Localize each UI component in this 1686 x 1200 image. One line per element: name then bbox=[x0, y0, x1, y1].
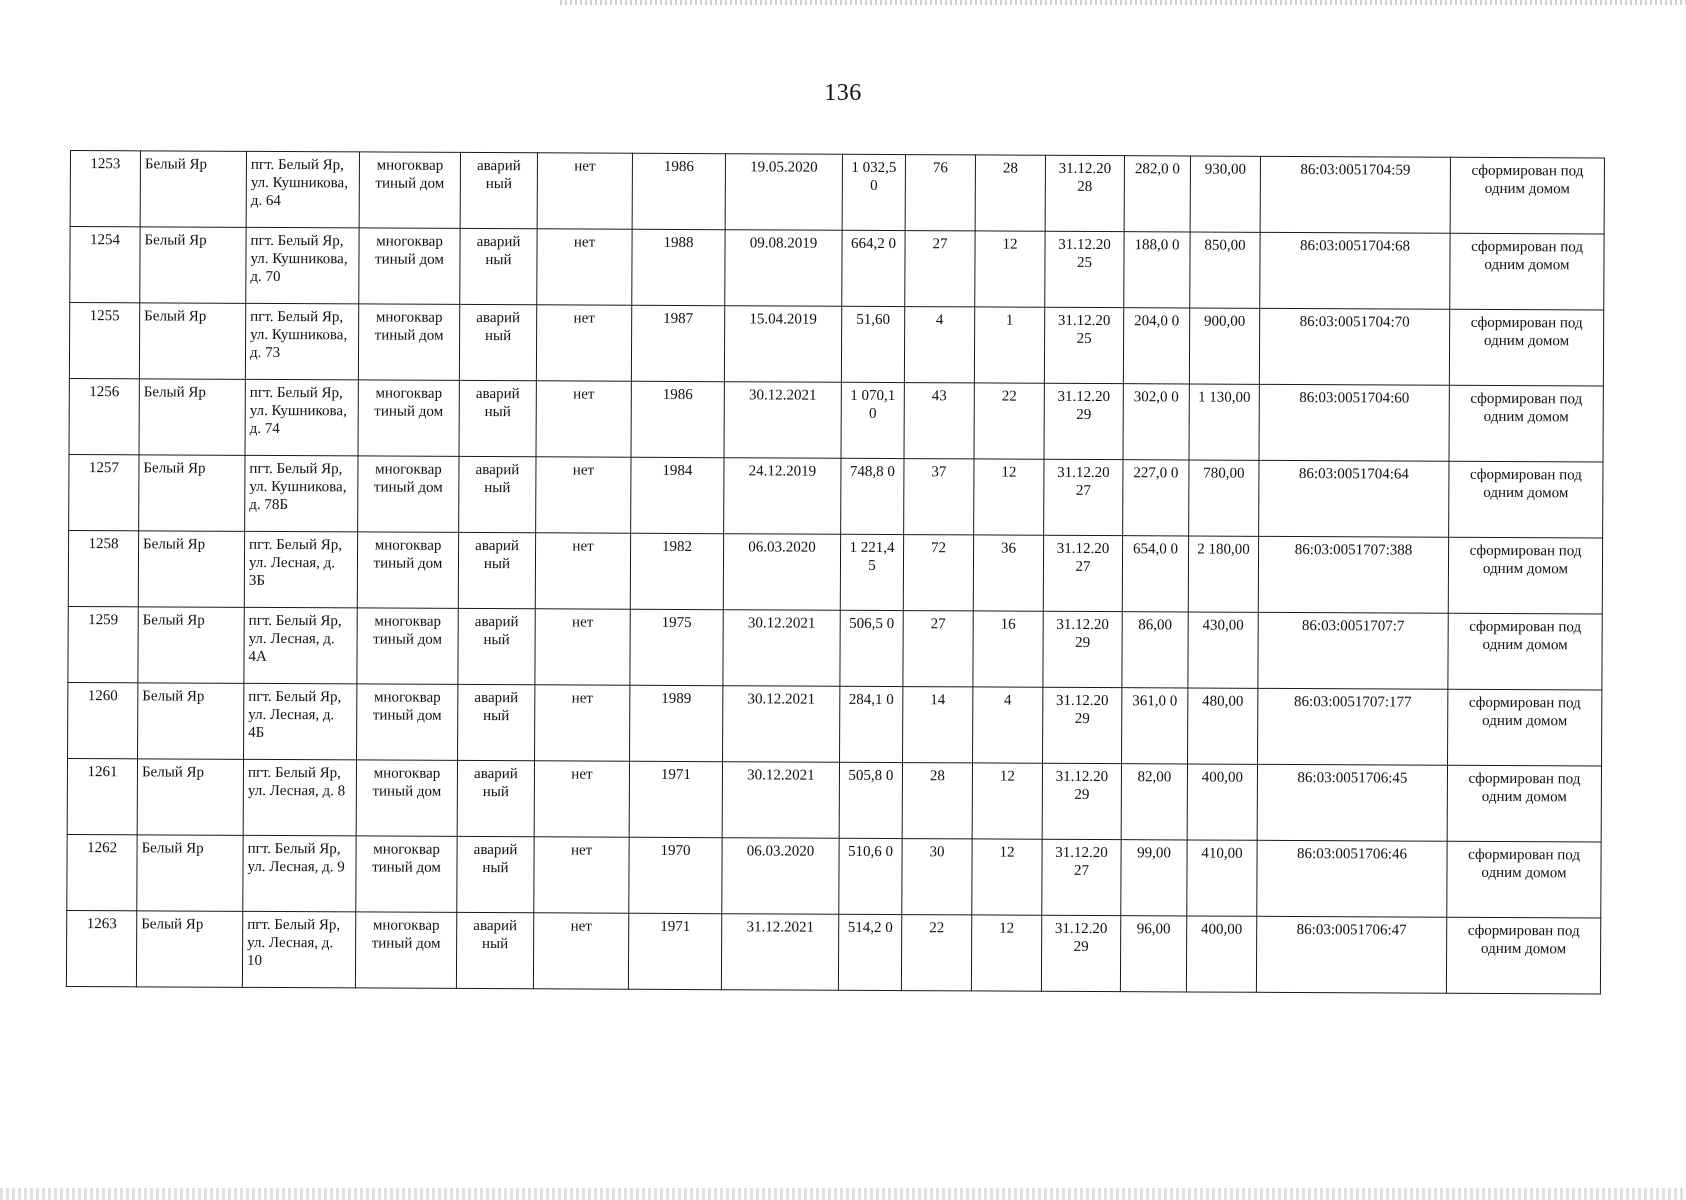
building-type-cell: многоквар тиный дом bbox=[359, 152, 460, 228]
land-area-cell: 302,0 0 bbox=[1123, 384, 1189, 460]
rooms-cell: 12 bbox=[975, 231, 1045, 307]
rooms-cell: 16 bbox=[973, 611, 1043, 687]
land-area-cell: 188,0 0 bbox=[1124, 232, 1190, 308]
row-number-cell: 1254 bbox=[70, 227, 140, 303]
flag-cell: нет bbox=[534, 761, 629, 837]
condition-cell: аварий ный bbox=[458, 684, 535, 760]
area-cell: 1 070,1 0 bbox=[841, 382, 904, 458]
deadline-cell: 31.12.20 27 bbox=[1042, 839, 1121, 915]
cost-cell: 400,00 bbox=[1187, 764, 1257, 840]
row-number-cell: 1261 bbox=[67, 758, 137, 834]
building-type-cell: многоквар тиный дом bbox=[358, 380, 459, 456]
residents-cell: 22 bbox=[901, 915, 971, 991]
cadastral-number-cell: 86:03:0051704:59 bbox=[1260, 156, 1450, 233]
address-cell: пгт. Белый Яр, ул. Кушникова, д. 64 bbox=[246, 151, 359, 228]
date-cell: 30.12.2021 bbox=[724, 382, 841, 459]
building-type-cell: многоквар тиный дом bbox=[358, 456, 459, 532]
locality-cell: Белый Яр bbox=[137, 759, 243, 836]
cost-cell: 2 180,00 bbox=[1188, 536, 1258, 612]
condition-cell: аварий ный bbox=[457, 760, 534, 836]
rooms-cell: 12 bbox=[972, 839, 1042, 915]
area-cell: 1 032,5 0 bbox=[842, 154, 905, 230]
date-cell: 30.12.2021 bbox=[723, 610, 840, 687]
condition-cell: аварий ный bbox=[459, 380, 536, 456]
flag-cell: нет bbox=[535, 533, 630, 609]
status-cell: сформирован под одним домом bbox=[1449, 385, 1603, 462]
rooms-cell: 12 bbox=[972, 763, 1042, 839]
locality-cell: Белый Яр bbox=[139, 455, 245, 532]
building-type-cell: многоквар тиный дом bbox=[356, 760, 457, 836]
rooms-cell: 1 bbox=[974, 307, 1044, 383]
deadline-cell: 31.12.20 29 bbox=[1043, 687, 1122, 763]
date-cell: 31.12.2021 bbox=[721, 914, 838, 991]
status-cell: сформирован под одним домом bbox=[1446, 917, 1600, 994]
locality-cell: Белый Яр bbox=[138, 531, 244, 608]
locality-cell: Белый Яр bbox=[138, 607, 244, 684]
deadline-cell: 31.12.20 29 bbox=[1044, 383, 1123, 459]
residents-cell: 27 bbox=[905, 231, 975, 307]
land-area-cell: 204,0 0 bbox=[1123, 308, 1189, 384]
flag-cell: нет bbox=[537, 153, 632, 229]
rooms-cell: 28 bbox=[975, 155, 1045, 231]
area-cell: 514,2 0 bbox=[838, 914, 901, 990]
land-area-cell: 82,00 bbox=[1121, 764, 1187, 840]
scan-edge-top bbox=[560, 0, 1686, 5]
cost-cell: 780,00 bbox=[1189, 460, 1259, 536]
row-number-cell: 1257 bbox=[69, 454, 139, 530]
address-cell: пгт. Белый Яр, ул. Лесная, д. 4Б bbox=[244, 683, 357, 760]
building-type-cell: многоквар тиный дом bbox=[357, 532, 458, 608]
date-cell: 15.04.2019 bbox=[724, 306, 841, 383]
flag-cell: нет bbox=[535, 609, 630, 685]
table-row bbox=[69, 454, 1603, 537]
status-cell: сформирован под одним домом bbox=[1449, 309, 1603, 386]
area-cell: 664,2 0 bbox=[842, 230, 905, 306]
address-cell: пгт. Белый Яр, ул. Лесная, д. 3Б bbox=[244, 531, 357, 608]
row-number-cell: 1262 bbox=[67, 834, 137, 910]
locality-cell: Белый Яр bbox=[138, 683, 244, 760]
date-cell: 09.08.2019 bbox=[725, 230, 842, 307]
cadastral-number-cell: 86:03:0051706:47 bbox=[1256, 916, 1446, 993]
flag-cell: нет bbox=[536, 305, 631, 381]
building-type-cell: многоквар тиный дом bbox=[356, 836, 457, 912]
condition-cell: аварий ный bbox=[460, 152, 537, 228]
cadastral-number-cell: 86:03:0051704:68 bbox=[1260, 232, 1450, 309]
rooms-cell: 4 bbox=[973, 687, 1043, 763]
table-row bbox=[70, 227, 1604, 310]
cost-cell: 900,00 bbox=[1189, 308, 1259, 384]
building-type-cell: многоквар тиный дом bbox=[358, 304, 459, 380]
address-cell: пгт. Белый Яр, ул. Лесная, д. 8 bbox=[243, 759, 356, 836]
cadastral-number-cell: 86:03:0051706:45 bbox=[1257, 764, 1447, 841]
land-area-cell: 227,0 0 bbox=[1123, 460, 1189, 536]
locality-cell: Белый Яр bbox=[140, 227, 246, 304]
rooms-cell: 12 bbox=[971, 915, 1041, 991]
land-area-cell: 654,0 0 bbox=[1122, 536, 1188, 612]
cadastral-number-cell: 86:03:0051704:70 bbox=[1259, 308, 1449, 385]
row-number-cell: 1258 bbox=[68, 530, 138, 606]
deadline-cell: 31.12.20 27 bbox=[1043, 535, 1122, 611]
date-cell: 06.03.2020 bbox=[723, 534, 840, 611]
residents-cell: 28 bbox=[902, 763, 972, 839]
area-cell: 510,6 0 bbox=[839, 838, 902, 914]
address-cell: пгт. Белый Яр, ул. Лесная, д. 10 bbox=[242, 911, 355, 988]
row-number-cell: 1259 bbox=[68, 606, 138, 682]
year-cell: 1988 bbox=[632, 229, 725, 305]
residents-cell: 76 bbox=[905, 155, 975, 231]
locality-cell: Белый Яр bbox=[139, 379, 245, 456]
year-cell: 1986 bbox=[632, 153, 725, 229]
table-row bbox=[70, 151, 1604, 234]
address-cell: пгт. Белый Яр, ул. Лесная, д. 9 bbox=[243, 835, 356, 912]
page-number: 136 bbox=[824, 80, 862, 106]
land-area-cell: 96,00 bbox=[1120, 916, 1186, 992]
status-cell: сформирован под одним домом bbox=[1449, 461, 1603, 538]
flag-cell: нет bbox=[535, 685, 630, 761]
cadastral-number-cell: 86:03:0051704:60 bbox=[1259, 384, 1449, 461]
table-row bbox=[67, 758, 1601, 841]
row-number-cell: 1263 bbox=[66, 910, 136, 986]
table-body bbox=[66, 151, 1604, 994]
row-number-cell: 1260 bbox=[68, 682, 138, 758]
table-row bbox=[68, 682, 1602, 765]
cadastral-number-cell: 86:03:0051707:388 bbox=[1258, 536, 1448, 613]
year-cell: 1971 bbox=[629, 761, 722, 837]
residents-cell: 30 bbox=[902, 839, 972, 915]
land-area-cell: 99,00 bbox=[1121, 840, 1187, 916]
deadline-cell: 31.12.20 29 bbox=[1042, 763, 1121, 839]
locality-cell: Белый Яр bbox=[140, 151, 246, 228]
flag-cell: нет bbox=[534, 837, 629, 913]
deadline-cell: 31.12.20 27 bbox=[1044, 459, 1123, 535]
scan-edge-bottom bbox=[0, 1188, 1686, 1200]
cost-cell: 930,00 bbox=[1190, 156, 1260, 232]
flag-cell: нет bbox=[536, 381, 631, 457]
status-cell: сформирован под одним домом bbox=[1448, 613, 1602, 690]
area-cell: 1 221,4 5 bbox=[840, 534, 903, 610]
deadline-cell: 31.12.20 28 bbox=[1045, 155, 1124, 231]
deadline-cell: 31.12.20 25 bbox=[1044, 307, 1123, 383]
condition-cell: аварий ный bbox=[456, 912, 533, 988]
deadline-cell: 31.12.20 29 bbox=[1043, 611, 1122, 687]
cadastral-number-cell: 86:03:0051707:7 bbox=[1258, 612, 1448, 689]
flag-cell: нет bbox=[536, 457, 631, 533]
status-cell: сформирован под одним домом bbox=[1448, 537, 1602, 614]
residents-cell: 43 bbox=[904, 383, 974, 459]
rooms-cell: 36 bbox=[973, 535, 1043, 611]
address-cell: пгт. Белый Яр, ул. Кушникова, д. 74 bbox=[245, 379, 358, 456]
cost-cell: 400,00 bbox=[1186, 916, 1256, 992]
address-cell: пгт. Белый Яр, ул. Кушникова, д. 70 bbox=[246, 227, 359, 304]
year-cell: 1986 bbox=[631, 381, 724, 457]
address-cell: пгт. Белый Яр, ул. Лесная, д. 4А bbox=[244, 607, 357, 684]
table-row bbox=[69, 378, 1603, 461]
condition-cell: аварий ный bbox=[459, 456, 536, 532]
cost-cell: 1 130,00 bbox=[1189, 384, 1259, 460]
cost-cell: 850,00 bbox=[1190, 232, 1260, 308]
row-number-cell: 1255 bbox=[69, 303, 139, 379]
area-cell: 505,8 0 bbox=[839, 762, 902, 838]
year-cell: 1987 bbox=[631, 305, 724, 381]
status-cell: сформирован под одним домом bbox=[1450, 157, 1604, 234]
year-cell: 1984 bbox=[631, 457, 724, 533]
date-cell: 06.03.2020 bbox=[722, 838, 839, 915]
year-cell: 1975 bbox=[630, 609, 723, 685]
condition-cell: аварий ный bbox=[458, 532, 535, 608]
table-row bbox=[68, 606, 1602, 689]
date-cell: 19.05.2020 bbox=[725, 154, 842, 231]
residents-cell: 37 bbox=[904, 459, 974, 535]
cadastral-number-cell: 86:03:0051707:177 bbox=[1258, 688, 1448, 765]
row-number-cell: 1256 bbox=[69, 378, 139, 454]
condition-cell: аварий ный bbox=[457, 836, 534, 912]
status-cell: сформирован под одним домом bbox=[1450, 233, 1604, 310]
condition-cell: аварий ный bbox=[458, 608, 535, 684]
land-area-cell: 361,0 0 bbox=[1122, 688, 1188, 764]
residents-cell: 4 bbox=[904, 307, 974, 383]
address-cell: пгт. Белый Яр, ул. Кушникова, д. 73 bbox=[245, 303, 358, 380]
residents-cell: 27 bbox=[903, 611, 973, 687]
date-cell: 24.12.2019 bbox=[724, 458, 841, 535]
year-cell: 1982 bbox=[630, 533, 723, 609]
land-area-cell: 282,0 0 bbox=[1124, 156, 1190, 232]
year-cell: 1989 bbox=[630, 685, 723, 761]
status-cell: сформирован под одним домом bbox=[1447, 765, 1601, 842]
status-cell: сформирован под одним домом bbox=[1448, 689, 1602, 766]
locality-cell: Белый Яр bbox=[139, 303, 245, 380]
rooms-cell: 12 bbox=[974, 459, 1044, 535]
address-cell: пгт. Белый Яр, ул. Кушникова, д. 78Б bbox=[245, 455, 358, 532]
flag-cell: нет bbox=[537, 229, 632, 305]
residents-cell: 72 bbox=[903, 535, 973, 611]
building-type-cell: многоквар тиный дом bbox=[359, 228, 460, 304]
cadastral-number-cell: 86:03:0051704:64 bbox=[1259, 460, 1449, 537]
year-cell: 1971 bbox=[628, 913, 721, 989]
date-cell: 30.12.2021 bbox=[723, 686, 840, 763]
cadastral-number-cell: 86:03:0051706:46 bbox=[1257, 840, 1447, 917]
table-row bbox=[66, 910, 1600, 993]
locality-cell: Белый Яр bbox=[136, 911, 242, 988]
area-cell: 506,5 0 bbox=[840, 610, 903, 686]
building-type-cell: многоквар тиный дом bbox=[357, 608, 458, 684]
row-number-cell: 1253 bbox=[70, 151, 140, 227]
residents-cell: 14 bbox=[903, 687, 973, 763]
deadline-cell: 31.12.20 29 bbox=[1041, 915, 1120, 991]
rooms-cell: 22 bbox=[974, 383, 1044, 459]
area-cell: 748,8 0 bbox=[841, 458, 904, 534]
cost-cell: 430,00 bbox=[1188, 612, 1258, 688]
deadline-cell: 31.12.20 25 bbox=[1045, 231, 1124, 307]
table-row bbox=[68, 530, 1602, 613]
cost-cell: 410,00 bbox=[1187, 840, 1257, 916]
status-cell: сформирован под одним домом bbox=[1447, 841, 1601, 918]
cost-cell: 480,00 bbox=[1188, 688, 1258, 764]
year-cell: 1970 bbox=[629, 837, 722, 913]
date-cell: 30.12.2021 bbox=[722, 762, 839, 839]
condition-cell: аварий ный bbox=[459, 304, 536, 380]
condition-cell: аварий ный bbox=[460, 228, 537, 304]
area-cell: 51,60 bbox=[841, 306, 904, 382]
land-area-cell: 86,00 bbox=[1122, 612, 1188, 688]
area-cell: 284,1 0 bbox=[840, 686, 903, 762]
table-row bbox=[69, 303, 1603, 386]
locality-cell: Белый Яр bbox=[137, 835, 243, 912]
building-type-cell: многоквар тиный дом bbox=[355, 912, 456, 988]
flag-cell: нет bbox=[533, 913, 628, 989]
table-row bbox=[67, 834, 1601, 917]
building-type-cell: многоквар тиный дом bbox=[357, 684, 458, 760]
housing-register-table bbox=[66, 150, 1605, 994]
